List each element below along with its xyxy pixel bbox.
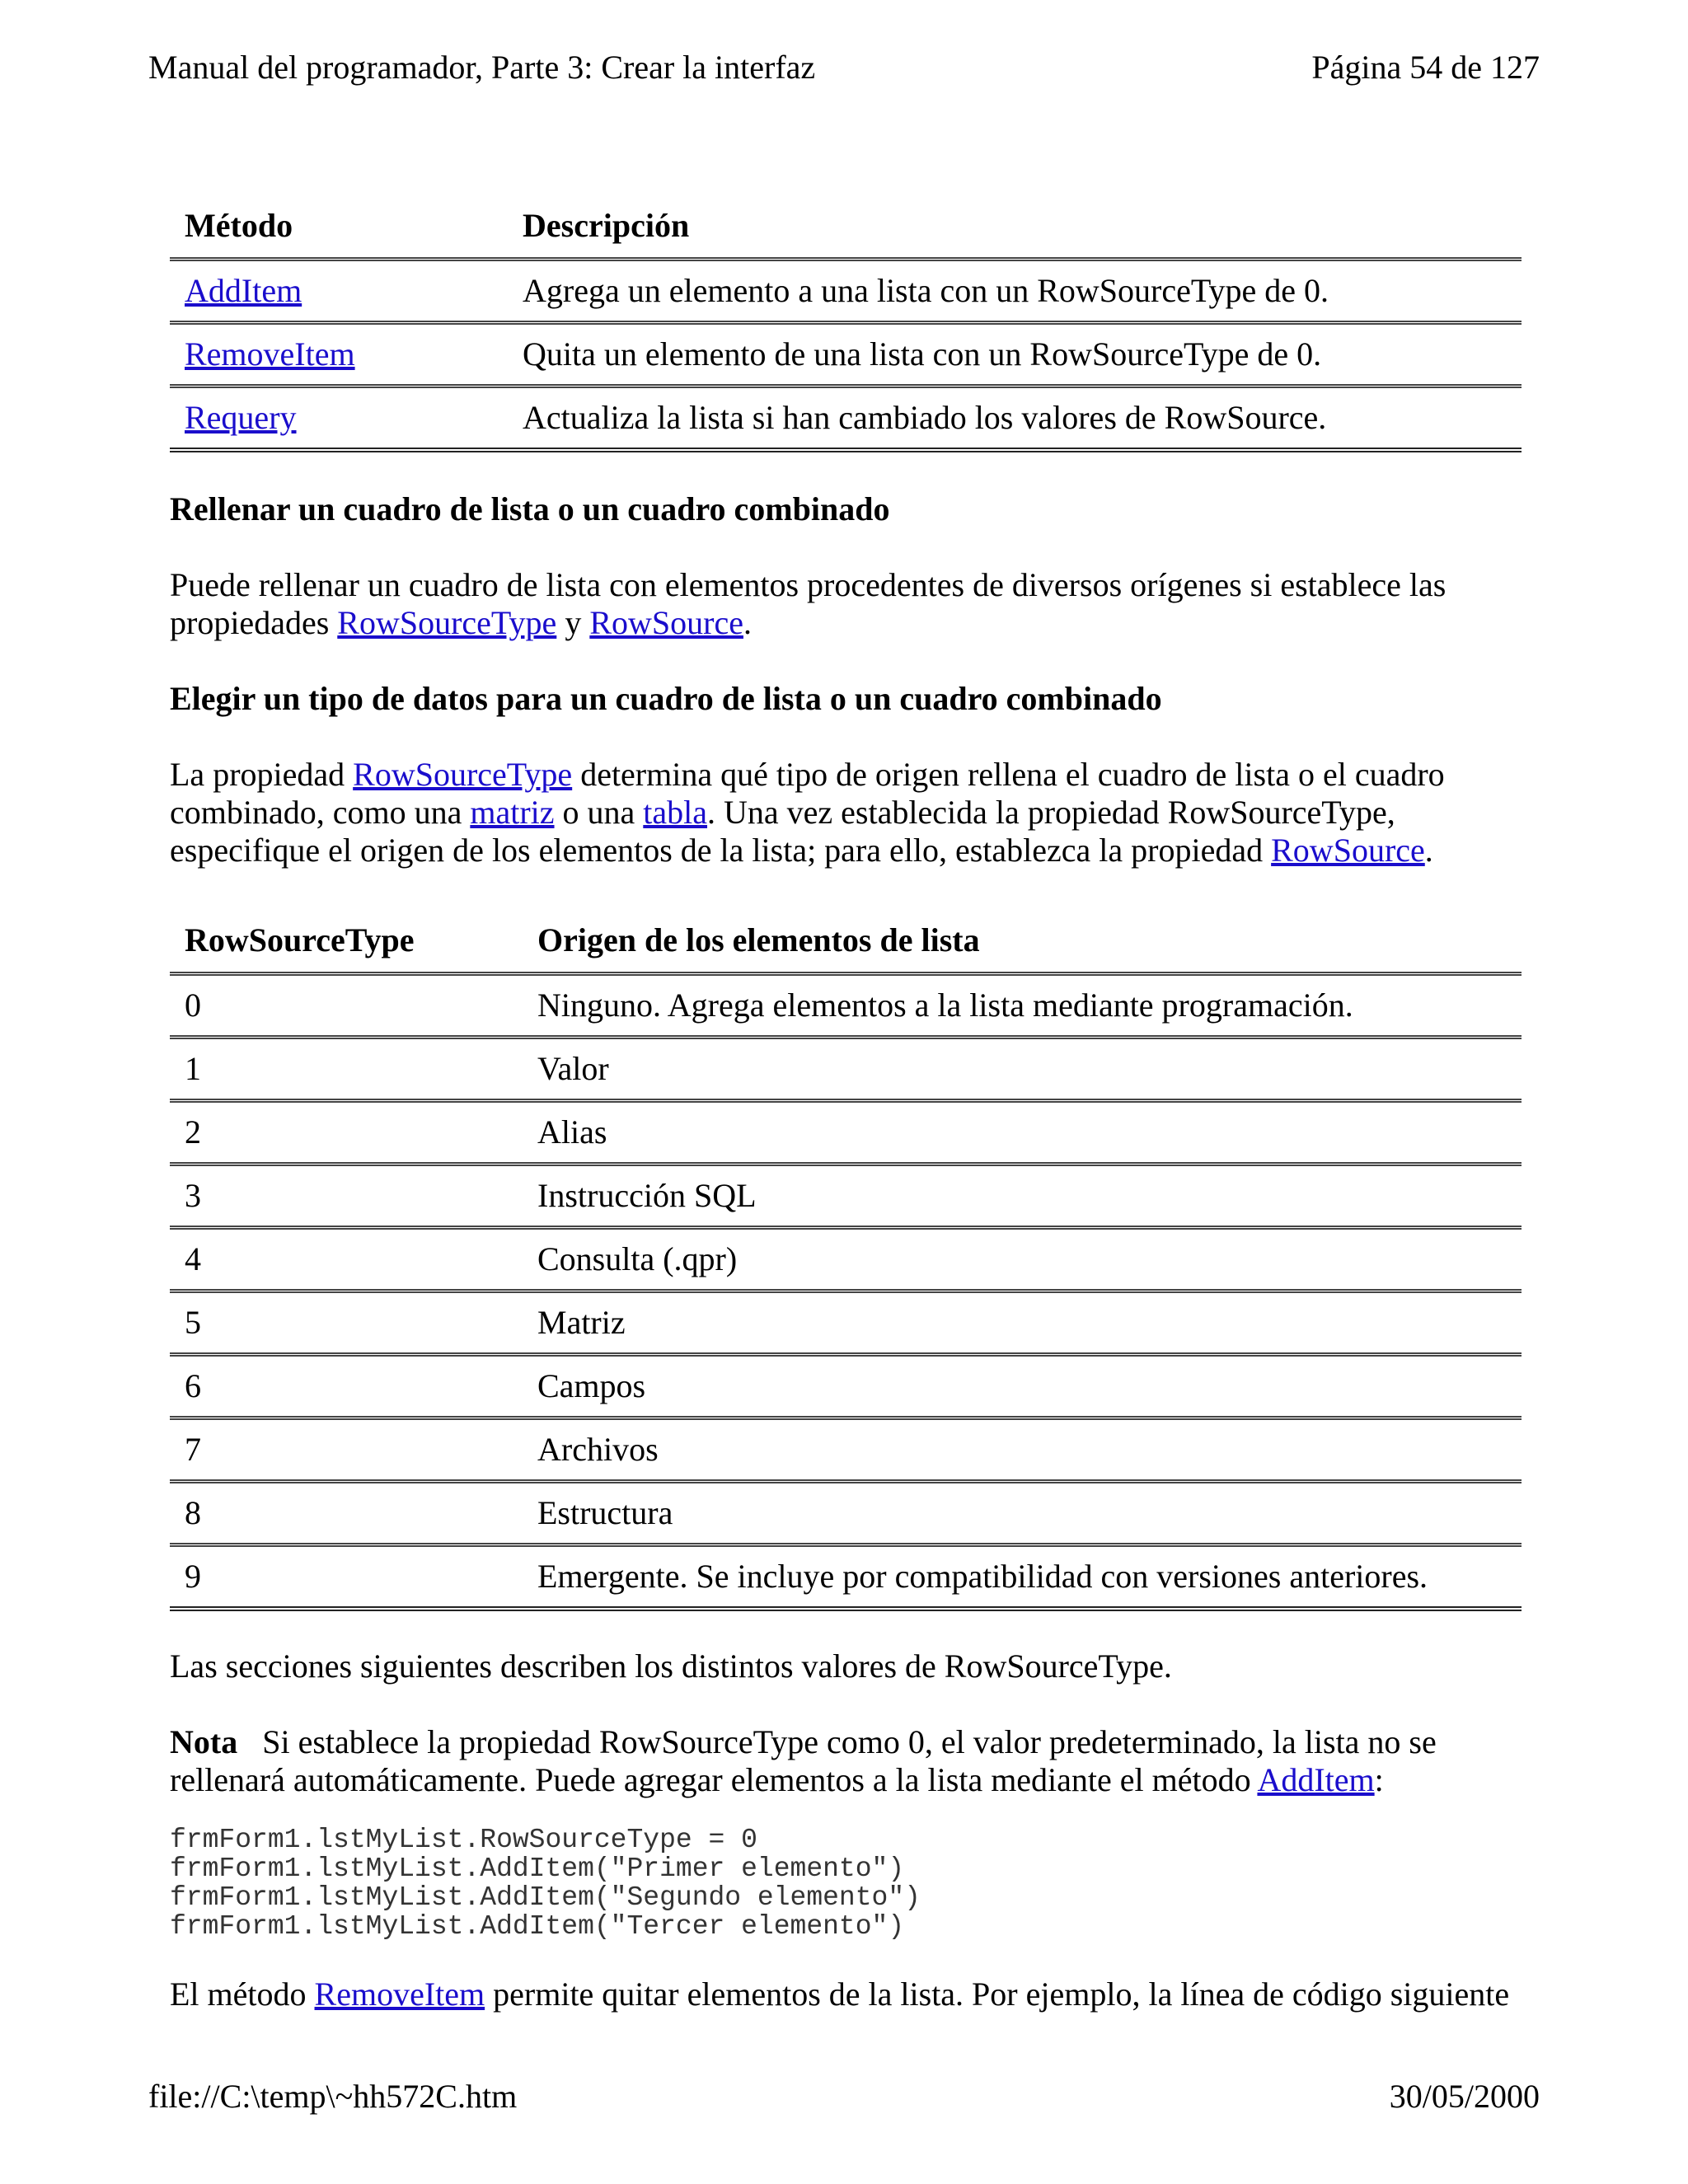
- rowsourcetype-source: Matriz: [523, 1291, 1522, 1355]
- paragraph-elegir: [170, 756, 1522, 869]
- method-link-removeitem[interactable]: RemoveItem: [185, 335, 355, 373]
- table-row: [170, 1228, 1522, 1291]
- table-row: [170, 1165, 1522, 1228]
- text-span: o una: [554, 794, 644, 831]
- page-number: Página 54 de 127: [1311, 49, 1540, 86]
- methods-table: [170, 194, 1522, 452]
- code-line: frmForm1.lstMyList.RowSourceType = 0: [170, 1825, 757, 1855]
- paragraph-rellenar: [170, 566, 1522, 642]
- note-label: Nota: [170, 1723, 238, 1760]
- table-header-row: [170, 194, 1522, 260]
- rowsourcetype-value: 2: [170, 1101, 523, 1165]
- link-rowsourcetype[interactable]: RowSourceType: [353, 756, 573, 793]
- text-span: .: [743, 604, 752, 641]
- rowsourcetype-value: 1: [170, 1038, 523, 1101]
- table-row: [170, 1038, 1522, 1101]
- text-span: determina qué tipo de origen rellena el cuadro de lista o el cuadro combinado, como una: [170, 756, 1445, 831]
- table-row: [170, 260, 1522, 323]
- rowsourcetype-value: 4: [170, 1228, 523, 1291]
- table-row: [170, 1291, 1522, 1355]
- rowsourcetype-source: Valor: [523, 1038, 1522, 1101]
- method-link-additem[interactable]: AddItem: [185, 272, 302, 309]
- rowsourcetype-source: Consulta (.qpr): [523, 1228, 1522, 1291]
- method-link-requery[interactable]: Requery: [185, 399, 297, 436]
- rowsourcetype-source: Instrucción SQL: [523, 1165, 1522, 1228]
- column-header-origen: Origen de los elementos de lista: [523, 909, 1522, 974]
- link-rowsource[interactable]: RowSource: [589, 604, 743, 641]
- section-heading-rellenar: Rellenar un cuadro de lista o un cuadro combinado: [170, 490, 890, 527]
- code-line: frmForm1.lstMyList.AddItem("Tercer elemento"): [170, 1911, 905, 1942]
- document-title: Manual del programador, Parte 3: Crear la interfaz: [148, 49, 816, 86]
- table-row: [170, 1482, 1522, 1545]
- rowsourcetype-source: Ninguno. Agrega elementos a la lista mediante programación.: [523, 974, 1522, 1038]
- paragraph-secciones: Las secciones siguientes describen los distintos valores de RowSourceType.: [170, 1647, 1172, 1685]
- text-span: . Una vez establecida la propiedad RowSourceType, especifique el origen de los elementos de la lista; para ello, establezca la propiedad: [170, 794, 1395, 869]
- code-block: [170, 1825, 1522, 1941]
- paragraph-removeitem: [170, 1975, 1522, 2013]
- note-text: Si establece la propiedad RowSourceType como 0, el valor predeterminado, la lista no se rellenará automáticamente. Puede agregar elementos a la lista mediante el método: [170, 1723, 1445, 1798]
- text-span: :: [1374, 1761, 1384, 1798]
- rowsourcetype-source: Estructura: [523, 1482, 1522, 1545]
- rowsourcetype-table: [170, 909, 1522, 1611]
- method-description: Actualiza la lista si han cambiado los valores de RowSource.: [508, 387, 1522, 451]
- link-rowsource[interactable]: RowSource: [1271, 832, 1425, 869]
- file-path: file://C:\temp\~hh572C.htm: [148, 2078, 518, 2115]
- text-span: El método: [170, 1975, 315, 2013]
- page-header: [148, 48, 1540, 87]
- text-span: y: [556, 604, 590, 641]
- text-span: La propiedad: [170, 756, 354, 793]
- rowsourcetype-source: Archivos: [523, 1418, 1522, 1482]
- rowsourcetype-value: 5: [170, 1291, 523, 1355]
- code-line: frmForm1.lstMyList.AddItem("Segundo elemento"): [170, 1882, 921, 1913]
- rowsourcetype-source: Alias: [523, 1101, 1522, 1165]
- table-row: [170, 323, 1522, 387]
- method-description: Quita un elemento de una lista con un RowSourceType de 0.: [508, 323, 1522, 387]
- table-row: [170, 1545, 1522, 1610]
- text-span: permite quitar elementos de la lista. Por ejemplo, la línea de código siguiente: [485, 1975, 1510, 2013]
- rowsourcetype-value: 7: [170, 1418, 523, 1482]
- page-content: [170, 194, 1522, 2013]
- table-row: [170, 974, 1522, 1038]
- link-matriz[interactable]: matriz: [470, 794, 555, 831]
- text-span: .: [1424, 832, 1433, 869]
- table-row: [170, 387, 1522, 451]
- print-date: 30/05/2000: [1389, 2078, 1540, 2115]
- code-line: frmForm1.lstMyList.AddItem("Primer elemento"): [170, 1854, 905, 1884]
- page-footer: [148, 2077, 1540, 2116]
- link-rowsourcetype[interactable]: RowSourceType: [337, 604, 557, 641]
- table-row: [170, 1355, 1522, 1418]
- column-header-rowsourcetype: RowSourceType: [170, 909, 523, 974]
- table-row: [170, 1418, 1522, 1482]
- rowsourcetype-value: 3: [170, 1165, 523, 1228]
- text-span: Puede rellenar un cuadro de lista con elementos procedentes de diversos orígenes si establece las propiedades: [170, 566, 1447, 641]
- rowsourcetype-value: 0: [170, 974, 523, 1038]
- column-header-description: Descripción: [508, 194, 1522, 260]
- section-heading-elegir: Elegir un tipo de datos para un cuadro de lista o un cuadro combinado: [170, 680, 1162, 717]
- column-header-method: Método: [170, 194, 508, 260]
- link-removeitem[interactable]: RemoveItem: [314, 1975, 485, 2013]
- link-tabla[interactable]: tabla: [643, 794, 708, 831]
- method-description: Agrega un elemento a una lista con un RowSourceType de 0.: [508, 260, 1522, 323]
- rowsourcetype-value: 8: [170, 1482, 523, 1545]
- rowsourcetype-value: 9: [170, 1545, 523, 1610]
- link-additem[interactable]: AddItem: [1257, 1761, 1375, 1798]
- table-header-row: [170, 909, 1522, 974]
- table-row: [170, 1101, 1522, 1165]
- rowsourcetype-source: Emergente. Se incluye por compatibilidad con versiones anteriores.: [523, 1545, 1522, 1610]
- note-paragraph: [170, 1723, 1522, 1799]
- rowsourcetype-value: 6: [170, 1355, 523, 1418]
- rowsourcetype-source: Campos: [523, 1355, 1522, 1418]
